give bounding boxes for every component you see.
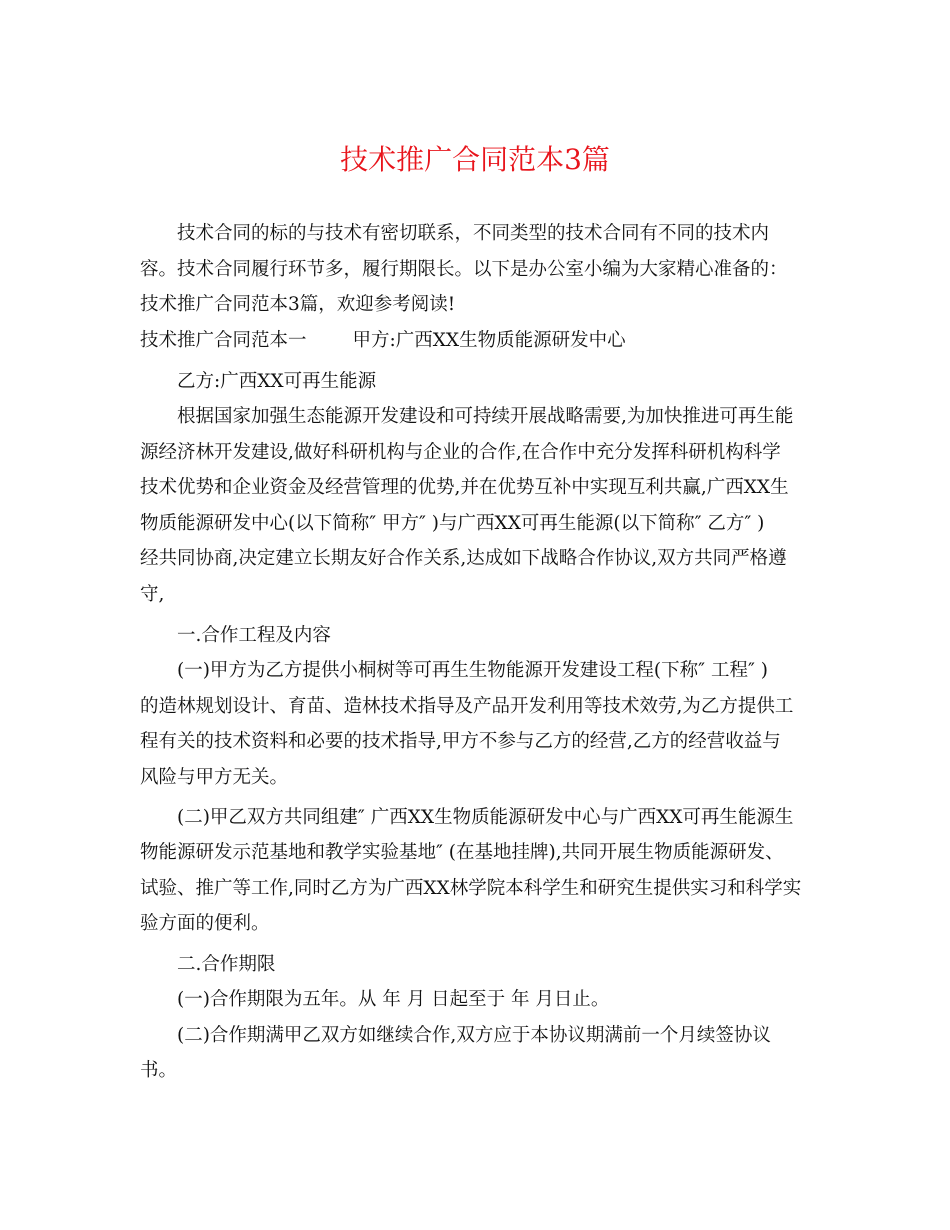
clause-line: 试验、推广等工作,同时乙方为广西XX林学院本科学生和研究生提供实习和科学实 (140, 878, 802, 899)
preamble-line: 物质能源研发中心(以下简称″ 甲方″ )与广西XX可再生能源(以下简称″ 乙方″ ) (140, 513, 765, 534)
clause-line: 程有关的技术资料和必要的技术指导,甲方不参与乙方的经营,乙方的经营收益与 (140, 731, 781, 752)
clause-line: 验方面的便利。 (140, 913, 270, 934)
preamble-line: 经共同协商,决定建立长期友好合作关系,达成如下战略合作协议,双方共同严格遵 (140, 548, 787, 569)
clause-line: (二)甲乙双方共同组建″ 广西XX生物质能源研发中心与广西XX可再生能源生 (177, 807, 794, 828)
clause-line: (一)甲方为乙方提供小桐树等可再生生物能源开发建设工程(下称″ 工程″ ) (177, 660, 768, 681)
section-heading: 二.合作期限 (177, 954, 276, 975)
intro-line: 技术推广合同范本3篇，欢迎参考阅读! (140, 294, 456, 315)
preamble-line: 源经济林开发建设,做好科研机构与企业的合作,在合作中充分发挥科研机构科学 (140, 442, 781, 463)
clause-line: 书。 (140, 1060, 178, 1081)
document-title: 技术推广合同范本3篇 (340, 143, 610, 176)
intro-line: 技术合同的标的与技术有密切联系，不同类型的技术合同有不同的技术内 (177, 223, 770, 244)
clause-line: 物能源研发示范基地和教学实验基地″ (在基地挂牌),共同开展生物质能源研发、 (140, 842, 784, 863)
party-a: 甲方:广西XX生物质能源研发中心 (352, 330, 626, 351)
preamble-line: 守, (140, 584, 165, 605)
section-heading: 一.合作工程及内容 (177, 625, 331, 646)
contract-heading: 技术推广合同范本一 (140, 330, 307, 351)
clause-line: (一)合作期限为五年。从 年 月 日起至于 年 月日止。 (177, 989, 610, 1010)
clause-line: 风险与甲方无关。 (140, 767, 289, 788)
clause-line: (二)合作期满甲乙双方如继续合作,双方应于本协议期满前一个月续签协议 (177, 1025, 771, 1046)
preamble-line: 根据国家加强生态能源开发建设和可持续开展战略需要,为加快推进可再生能 (177, 406, 794, 427)
intro-line: 容。技术合同履行环节多，履行期限长。以下是办公室小编为大家精心准备的： (140, 259, 788, 280)
preamble-line: 技术优势和企业资金及经营管理的优势,并在优势互补中实现互利共赢,广西XX生 (140, 477, 789, 498)
party-b: 乙方:广西XX可再生能源 (177, 371, 377, 392)
contract-heading-line (140, 328, 626, 354)
clause-line: 的造林规划设计、育苗、造林技术指导及产品开发利用等技术效劳,为乙方提供工 (140, 696, 794, 717)
